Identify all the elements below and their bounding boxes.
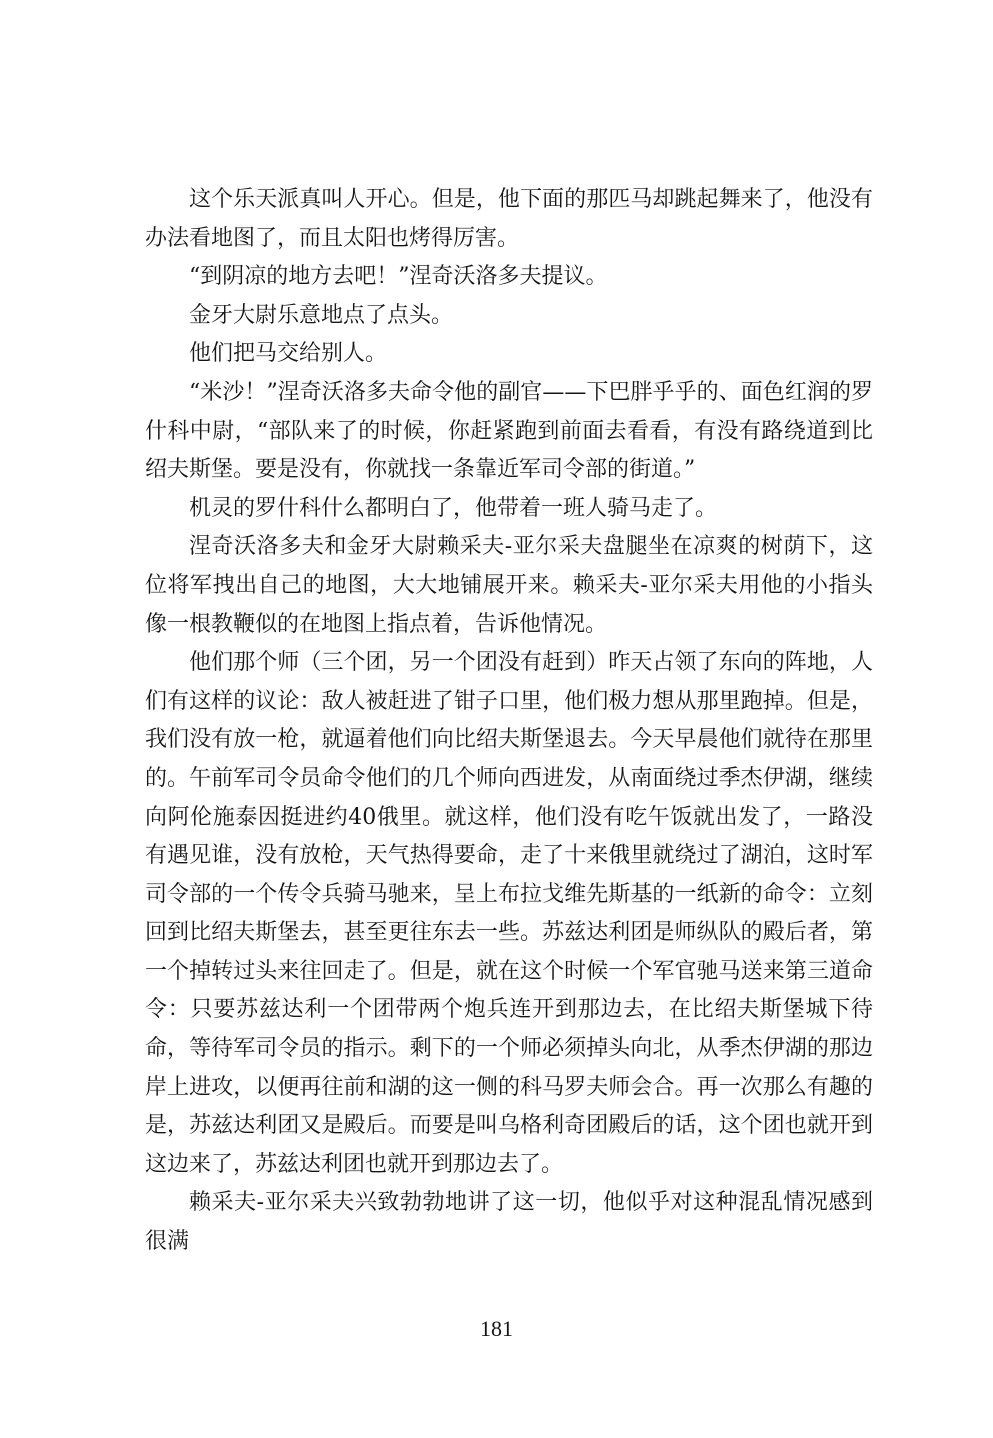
paragraph: 金牙大尉乐意地点了点头。 (189, 302, 454, 328)
paragraph: 涅奇沃洛多夫和金牙大尉赖采夫-亚尔采夫盘腿坐在凉爽的树荫下，这位将军拽出自己的地图，大大地铺展开来。赖采夫-亚尔采夫用他的小指头像一根教鞭似的在地图上指点着，告诉他情况。 (145, 534, 873, 637)
paragraph: “米沙！”涅奇沃洛多夫命令他的副官——下巴胖乎乎的、面色红润的罗什科中尉，“部队来了的时候，你赶紧跑到前面去看看，有没有路绕道到比绍夫斯堡。要是没有，你就找一条靠近军司令部的街道。” (145, 379, 873, 483)
page-number: 181 (480, 1316, 513, 1341)
paragraph: 赖采夫-亚尔采夫兴致勃勃地讲了这一切，他似乎对这种混乱情况感到很满 (145, 1190, 873, 1255)
paragraph: “到阴凉的地方去吧！”涅奇沃洛多夫提议。 (189, 264, 608, 290)
paragraph: 机灵的罗什科什么都明白了，他带着一班人骑马走了。 (189, 495, 718, 521)
paragraph: 他们把马交给别人。 (189, 341, 388, 367)
body-text (145, 181, 873, 1262)
paragraph: 这个乐天派真叫人开心。但是，他下面的那匹马却跳起舞来了，他没有办法看地图了，而且太阳也烤得厉害。 (145, 187, 873, 251)
paragraph: 他们那个师（三个团，另一个团没有赶到）昨天占领了东向的阵地，人们有这样的议论：敌人被赶进了钳子口里，他们极力想从那里跑掉。但是，我们没有放一枪，就逼着他们向比绍夫斯堡退去。今天早晨他们就待在那里的。午前军司令员命令他们的几个师向西进发，从南面绕过季杰伊湖，继续向阿伦施泰因挺进约40俄里。就这样，他们没有吃午饭就出发了，一路没有遇见谁，没有放枪，天气热得要命，走了十来俄里就绕过了湖泊，这时军司令部的一个传令兵骑马驰来，呈上布拉戈维先斯基的一纸新的命令：立刻回到比绍夫斯堡去，甚至更往东去一些。苏兹达利团是师纵队的殿后者，第一个掉转过头来往回走了。但是，就在这个时候一个军官驰马送来第三道命令：只要苏兹达利一个团带两个炮兵连开到那边去，在比绍夫斯堡城下待命，等待军司令员的指示。剩下的一个师必须掉头向北，从季杰伊湖的那边岸上进攻，以便再往前和湖的这一侧的科马罗夫师会合。再一次那么有趣的是，苏兹达利团又是殿后。而要是叫乌格利奇团殿后的话，这个团也就开到这边来了，苏兹达利团也就开到那边去了。 (145, 650, 873, 1177)
